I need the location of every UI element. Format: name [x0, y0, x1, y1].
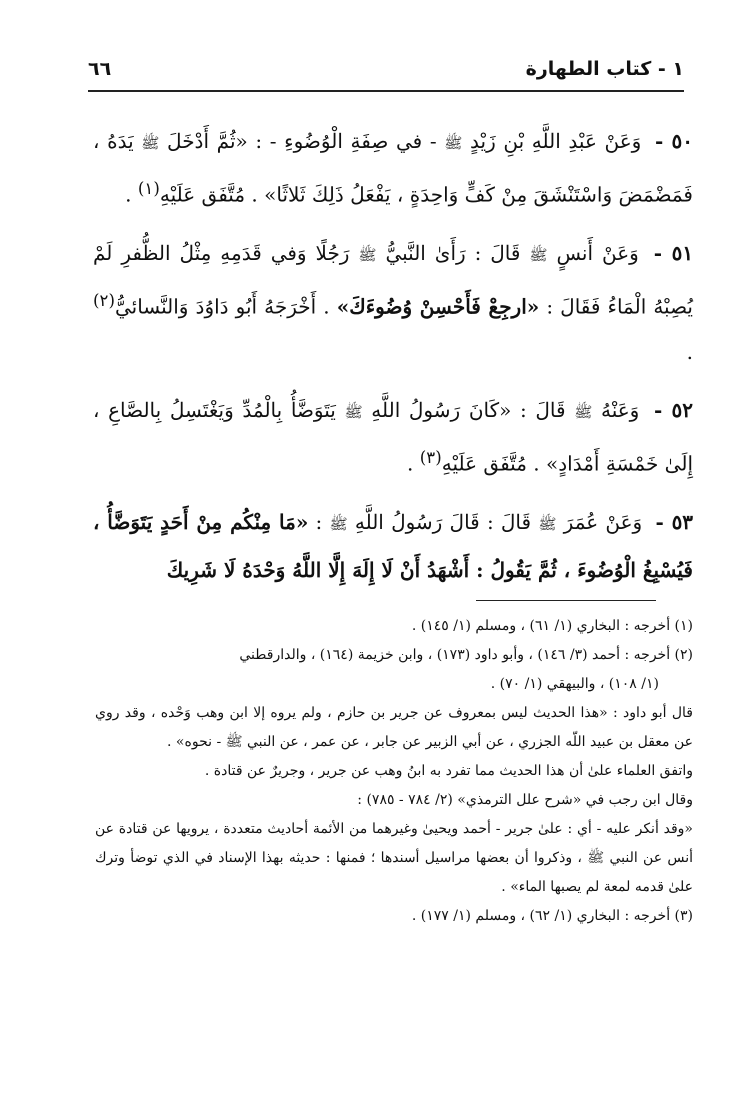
honorific-glyph: ﷺ	[358, 245, 377, 264]
hadith-50	[93, 118, 693, 218]
hadith-text	[93, 118, 693, 605]
honorific-glyph: ﷺ	[444, 134, 463, 152]
footnote-reference[interactable]: (١)	[137, 179, 160, 198]
footnote-2: (٢) أخرجه : أحمد (٣/ ١٤٦) ، وأبو داود (١٧٣) ، وابن خزيمة (١٦٤) ، والدارقطني	[239, 647, 693, 663]
footnote-2-abu-dawud-quote: قال أبو داود : «هذا الحديث ليس بمعروف عن جرير بن حازم ، ولم يروه إلا ابن وهب وَحْده ، وقد روي عن معقل بن عبيد اللّه الجزري ، عن أبي الزبير عن جابر ، عن عمر ، عن النبي ﷺ - نحوه» .	[95, 705, 693, 750]
honorific-glyph: ﷺ	[574, 403, 593, 422]
footnote-reference[interactable]: (٣)	[419, 448, 442, 468]
hadith-quote-bold: «ارجِعْ فَأَحْسِنْ وُضُوءَكَ»	[336, 294, 540, 319]
hadith-number: ٥٠ -	[654, 129, 694, 153]
hadith-text-segment: قَالَ : «كَانَ رَسُولُ اللَّهِ	[371, 398, 566, 423]
footnote-reference[interactable]: (٢)	[93, 290, 115, 310]
hadith-text-segment: رَجُلًا وَفي قَدَمِهِ مِثْلُ الظُّفرِ لَمْ يُصِبْهُ الْمَاءُ فَقَالَ :	[93, 240, 693, 319]
hadith-53	[93, 499, 693, 593]
hadith-text-segment: يَتَوَضَّأُ بِالْمُدِّ وَيَغْتَسِلُ بِالصَّاعِ ، إِلَىٰ خَمْسَةِ أَمْدَادٍ» . مُتَّفَق عَلَيْهِ	[93, 398, 693, 476]
footnote-2-ibn-rajab-ref: وقال ابن رجب في «شرح علل الترمذي» (٢/ ٧٨٤ - ٧٨٥) :	[357, 792, 693, 808]
footnote-divider	[476, 600, 656, 601]
hadith-number: ٥٣ -	[655, 509, 694, 534]
hadith-number: ٥١ -	[653, 240, 694, 265]
hadith-text-segment: . أَخْرَجَهُ أَبُو دَاوُدَ وَالنَّسائيُّ	[114, 294, 330, 319]
hadith-52	[93, 387, 693, 487]
page-header	[88, 58, 684, 92]
hadith-text-segment: وَعَنْ عَبْدِ اللَّهِ بْنِ زَيْدٍ	[470, 129, 642, 153]
hadith-ending: .	[125, 182, 132, 207]
hadith-ending: .	[686, 340, 693, 365]
hadith-text-segment: - في صِفَةِ الْوُضُوءِ - : «ثُمَّ أَدْخَلَ	[167, 129, 437, 153]
honorific-glyph: ﷺ	[538, 514, 557, 533]
footnotes-section	[95, 612, 693, 931]
footnote-1: (١) أخرجه : البخاري (١/ ٦١) ، ومسلم (١/ ١٤٥) .	[411, 618, 693, 634]
hadith-text-segment: وَعَنْ عُمَرَ	[563, 509, 643, 534]
hadith-ending: .	[407, 451, 414, 476]
page-number: ٦٦	[88, 58, 112, 80]
footnote-2-continued: (١/ ١٠٨) ، والبيهقي (١/ ٧٠) .	[490, 676, 659, 692]
honorific-glyph: ﷺ	[141, 134, 160, 152]
footnote-2-scholars-note: واتفق العلماء علىٰ أن هذا الحديث مما تفرد به ابنُ وهب عن جرير ، وجريرٌ عن قتادة .	[204, 763, 693, 779]
hadith-quote-bold: «مَا مِنْكُم مِنْ أَحَدٍ يَتَوَضَّأُ ، فَيُسْبِغُ الْوُضُوءَ ، ثُمَّ يَقُولُ : أَشْهَدُ أَنْ لَا إِلَهَ إِلَّا اللَّهُ وَحْدَهُ لَا شَرِيكَ	[93, 509, 693, 582]
honorific-glyph: ﷺ	[329, 514, 348, 533]
honorific-glyph: ﷺ	[344, 403, 363, 422]
hadith-51	[93, 230, 693, 376]
honorific-glyph: ﷺ	[529, 245, 548, 264]
footnote-3: (٣) أخرجه : البخاري (١/ ٦٢) ، ومسلم (١/ ١٧٧) .	[411, 908, 693, 924]
hadith-text-segment: وَعَنْهُ	[600, 398, 640, 423]
hadith-text-segment: قَالَ : رَأَىٰ النَّبيُّ	[385, 240, 521, 265]
hadith-number: ٥٢ -	[653, 398, 693, 423]
hadith-text-segment: :	[315, 509, 323, 534]
footnote-2-ibn-rajab-quote: «وقد أنكر عليه - أي : علىٰ جرير - أحمد ويحيىٰ وغيرهما من الأئمة أحاديث متعددة ، يرويها عن قتادة عن أنس عن النبي ﷺ ، وذكروا أن بعضها مراسيل أسندها ؛ فمنها : حديثه بهذا الإسناد في الذي توضأ وترك علىٰ قدمه لمعة لم يصبها الماء» .	[95, 821, 693, 895]
hadith-text-segment: قَالَ : قَالَ رَسُولُ اللَّهِ	[354, 509, 532, 534]
chapter-title: ١ - كتاب الطهارة	[525, 58, 684, 80]
hadith-text-segment: يَدَهُ ، فَمَضْمَضَ وَاسْتَنْشَقَ مِنْ كَفٍّ وَاحِدَةٍ ، يَفْعَلُ ذَلِكَ ثَلاثًا» . مُتَّفَق عَلَيْهِ	[93, 129, 693, 207]
hadith-text-segment: وَعَنْ أَنسٍ	[556, 240, 639, 265]
